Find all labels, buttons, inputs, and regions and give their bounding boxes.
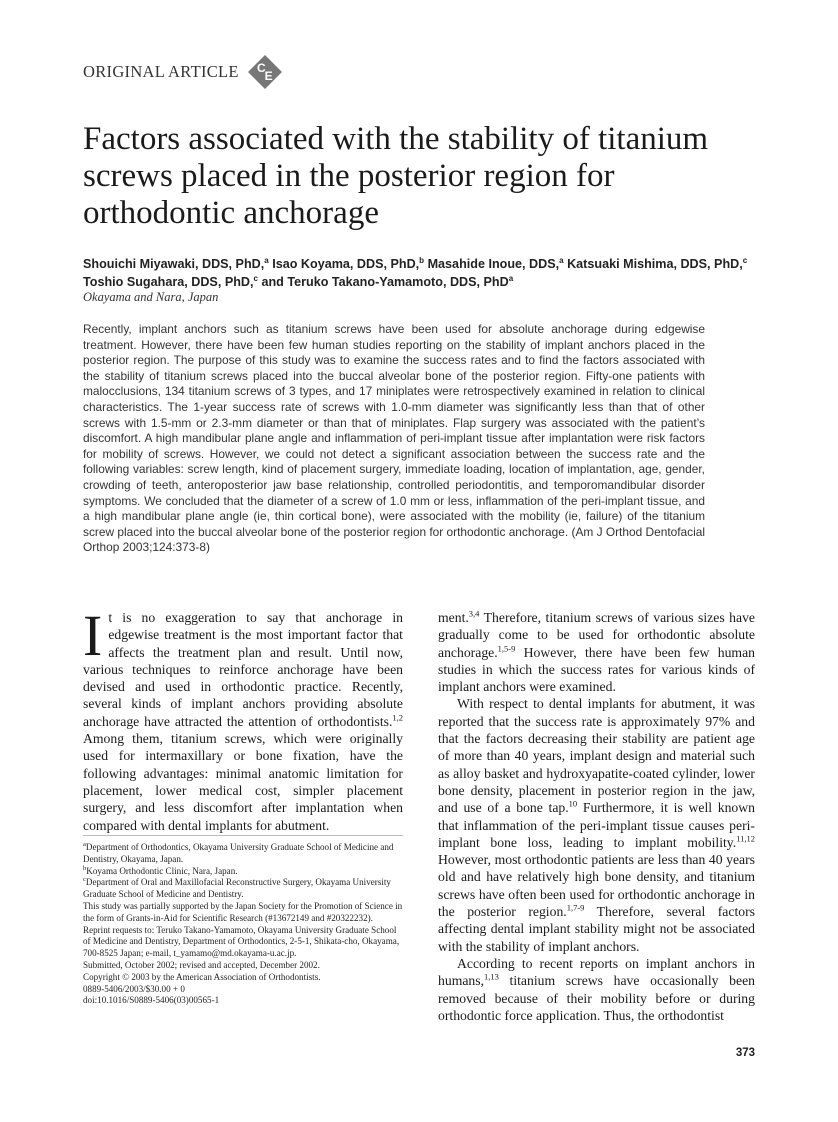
footnote-issn: 0889-5406/2003/$30.00 + 0: [83, 983, 185, 994]
ce-badge-icon: [248, 55, 282, 89]
citation: 1,13: [484, 971, 499, 982]
body-column-right: [438, 609, 755, 1024]
footnote-copyright: Copyright © 2003 by the American Association of Orthodontists.: [83, 971, 321, 982]
article-title: Factors associated with the stability of titanium screws placed in the posterior region for orthodontic anchorage: [83, 121, 709, 231]
citation: 11,12: [736, 833, 755, 844]
author-name: Teruko Takano-Yamamoto, DDS, PhD: [287, 275, 509, 289]
body-column-left: [83, 603, 403, 834]
author-affiliation-mark: c: [253, 273, 258, 283]
author-list: [83, 255, 763, 291]
ce-badge-c: C: [256, 61, 266, 75]
footnote-affiliation-b: $^b$Koyama Orthodontic Clinic, Nara, Japan.: [83, 864, 238, 876]
citation: 1,2: [392, 712, 403, 723]
intro-paragraph-1-cont: ment.$^{3,4}$ Therefore, titanium screws of various sizes have gradually come to be used for orthodontic absolute anchorage.$^{1,5-9}$ However, there have been few human studies in which the success rates for various kinds of implant anchors were examined.: [438, 608, 755, 695]
author-affiliation-mark: a: [559, 255, 564, 265]
author-name: Shouichi Miyawaki, DDS, PhD,: [83, 257, 265, 271]
author-separator: and: [257, 275, 288, 289]
footnotes: [83, 842, 405, 1007]
author-location: Okayama and Nara, Japan: [83, 290, 219, 304]
footnote-affiliation-a: $^a$Department of Orthodontics, Okayama University Graduate School of Medicine and Dentistry, Okayama, Japan.: [83, 840, 394, 864]
footnote-submitted: Submitted, October 2002; revised and accepted, December 2002.: [83, 959, 320, 970]
ce-badge-e: E: [264, 69, 273, 83]
footnote-affiliation-c: $^c$Department of Oral and Maxillofacial Reconstructive Surgery, Okayama University Graduate School of Medicine and Dentistry.: [83, 876, 391, 900]
author-name: Toshio Sugahara, DDS, PhD,: [83, 275, 254, 289]
intro-paragraph-3: According to recent reports on implant anchors in humans,$^{1,13}$ titanium screws have occasionally been removed because of their mobility before or during orthodontic force application. Thus, the orthodontist: [438, 955, 755, 1023]
author-affiliation-mark: b: [419, 255, 425, 265]
footnote-divider: [83, 835, 403, 836]
citation: 1,7-9: [566, 902, 585, 913]
footnote-doi: doi:10.1016/S0889-5406(03)00565-1: [83, 995, 220, 1006]
footnote-support: This study was partially supported by the Japan Society for the Promotion of Science in the form of Grants-in-Aid for Scientific Research (#13672149 and #20322232).: [83, 900, 403, 923]
author-name: Masahide Inoue, DDS,: [427, 257, 560, 271]
author-affiliation-mark: a: [508, 273, 514, 283]
citation: 1,5-9: [497, 643, 516, 654]
citation: 3,4: [468, 608, 480, 619]
footnote-reprint: Reprint requests to: Teruko Takano-Yamamoto, Okayama University Graduate School of Medicine and Dentistry, Department of Orthodontics, 2-5-1, Shikata-cho, Okayama, 700-8525 Japan; e-mail, t_yamamo@md.okayama-u.ac.jp.: [83, 924, 400, 959]
author-affiliation-mark: c: [742, 255, 748, 265]
intro-paragraph-2: With respect to dental implants for abutment, it was reported that the success rate is approximately 97% and that the factors decreasing their stability are patient age of more than 40 years, implant design and material such as alloy basket and hydroxyapatite-coated cylinder, lower bone density, placement in posterior region in the jaw, and use of a bone tap.$^{10}$ Furthermore, it is well known that inflammation of the peri-implant tissue causes peri-implant bone loss, leading to implant mobility.$^{11,12}$ However, most orthodontic patients are less than 40 years old and have relatively high bone density, and titanium screws have often been used for orthodontic anchorage in the posterior region.$^{1,7-9}$ Therefore, several factors affecting dental implant stability might not be associated with the stability of implant anchors.: [438, 696, 755, 954]
page-number: 373: [735, 1047, 755, 1059]
section-label: ORIGINAL ARTICLE: [83, 62, 239, 81]
author-affiliation-mark: a: [264, 255, 269, 265]
article-header: [83, 54, 282, 90]
author-name: Isao Koyama, DDS, PhD,: [272, 257, 420, 271]
citation: 10: [568, 798, 578, 809]
author-name: Katsuaki Mishima, DDS, PhD,: [567, 257, 743, 271]
intro-paragraph-1: It is no exaggeration to say that anchorage in edgewise treatment is the most important factor that affects the treatment plan and result. Until now, various techniques to reinforce anchorage have been devised and used in orthodontic practice. Recently, several kinds of implant anchors providing absolute anchorage have attracted the attention of orthodontists.$^{1,2}$ Among them, titanium screws, which were originally used for intermaxillary or bone fixation, have the following advantages: minimal anatomic limitation for placement, lower medical cost, simpler placement surgery, and less discomfort after implantation when compared with dental implants for abutment.: [83, 603, 403, 833]
abstract: Recently, implant anchors such as titanium screws have been used for absolute anchorage during edgewise treatment. However, there have been few human studies reporting on the stability of implant anchors placed in the posterior region. The purpose of this study was to examine the success rates and to find the factors associated with the stability of titanium screws placed into the buccal alveolar bone of the posterior region. Fifty-one patients with malocclusions, 134 titanium screws of 3 types, and 17 miniplates were retrospectively examined in relation to clinical characteristics. The 1-year success rate of screws with 1.0-mm diameter was significantly less than that of other screws with 1.5-mm or 2.3-mm diameter or than that of miniplates. Flap surgery was associated with the patient’s discomfort. A high mandibular plane angle and inflammation of peri-implant tissue after implantation were risk factors for mobility of screws. However, we could not detect a significant association between the success rate and the following variables: screw length, kind of placement surgery, immediate loading, location of implantation, age, gender, crowding of teeth, anteroposterior jaw base relationship, controlled periodontitis, and temporomandibular disorder symptoms. We concluded that the diameter of a screw of 1.0 mm or less, inflammation of the peri-implant tissue, and a high mandibular plane angle (ie, thin cortical bone), were associated with the mobility (ie, failure) of the titanium screw placed into the buccal alveolar bone of the posterior region for orthodontic anchorage. (Am J Orthod Dentofacial Orthop 2003;124:373-8): [83, 322, 705, 555]
drop-cap: I: [83, 603, 103, 668]
